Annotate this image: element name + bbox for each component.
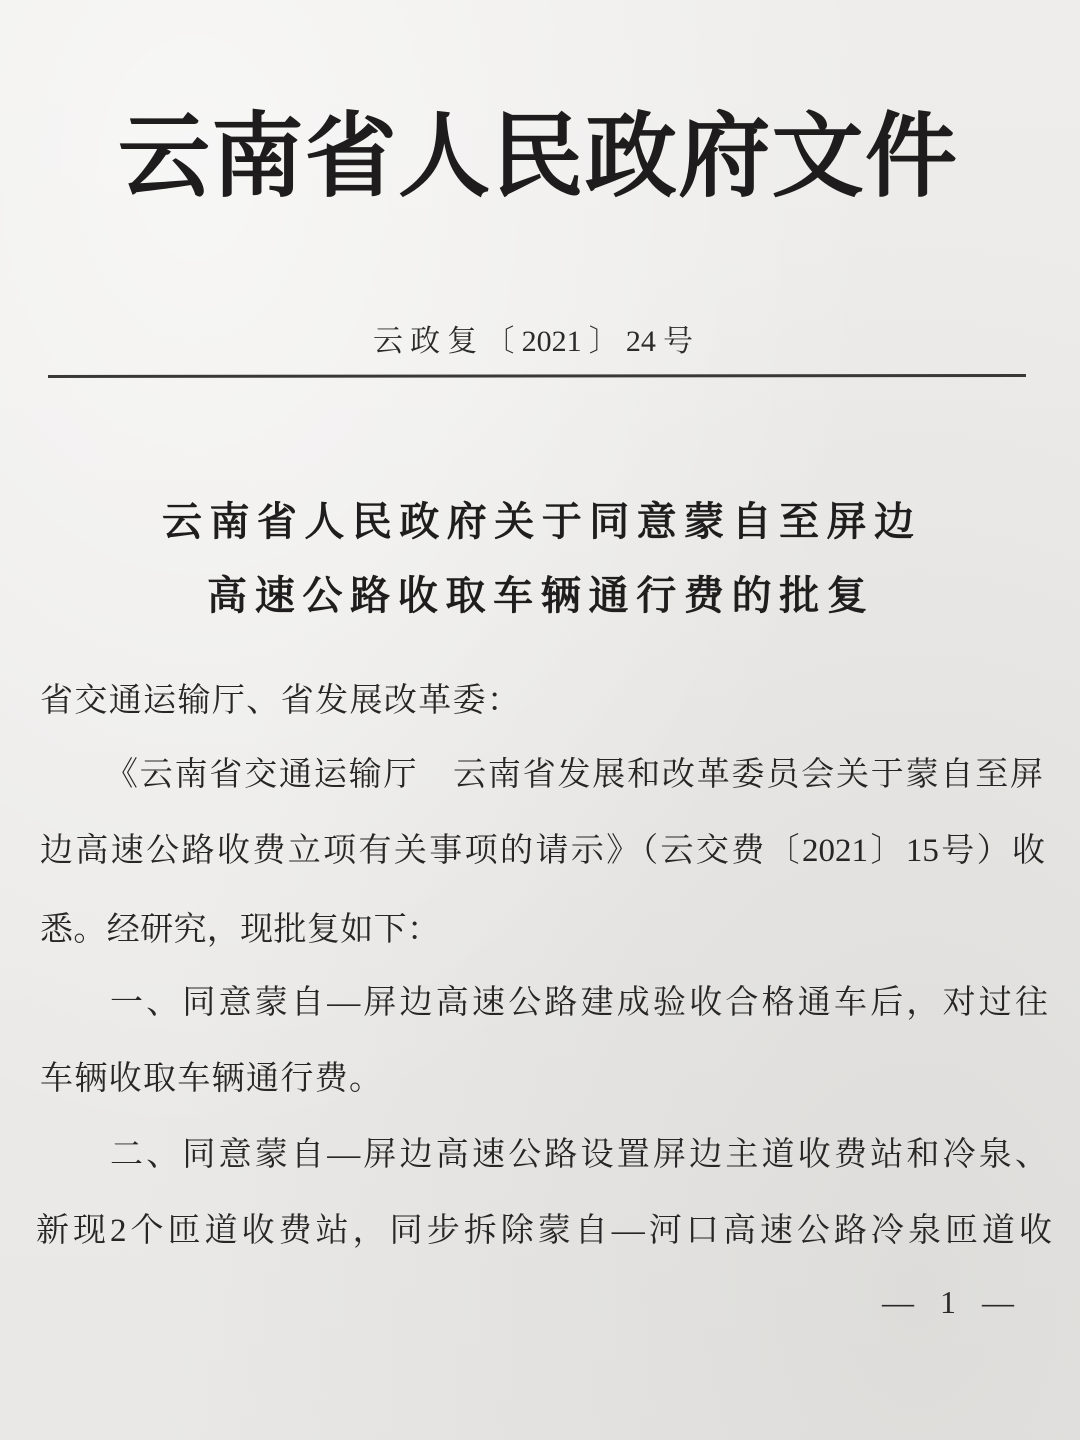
document-header-title: 云南省人民政府文件 <box>118 102 958 210</box>
header-divider-rule <box>48 374 1026 378</box>
subject-title-line-1: 云南省人民政府关于同意蒙自至屏边 <box>162 498 914 545</box>
body-line: 《云南省交通运输厅 云南省发展和改革委员会关于蒙自至屏 <box>105 757 1043 793</box>
body-line: 新现2个匝道收费站，同步拆除蒙自—河口高速公路冷泉匝道收 <box>36 1213 1052 1249</box>
body-line: 悉。经研究，现批复如下： <box>40 912 440 948</box>
body-line: 车辆收取车辆通行费。 <box>40 1061 382 1097</box>
body-line: 二、同意蒙自—屏边高速公路设置屏边主道收费站和冷泉、 <box>110 1137 1048 1173</box>
subject-title-line-2: 高速公路收取车辆通行费的批复 <box>207 572 867 619</box>
page-number: — 1 — <box>882 1284 1014 1320</box>
body-line: 一、同意蒙自—屏边高速公路建成验收合格通车后，对过往 <box>110 985 1048 1021</box>
document-number: 云政复〔2021〕24号 <box>373 325 693 358</box>
body-line: 边高速公路收费立项有关事项的请示》（云交费〔2021〕15号）收 <box>40 833 1045 869</box>
addressee-line: 省交通运输厅、省发展改革委： <box>40 683 520 719</box>
